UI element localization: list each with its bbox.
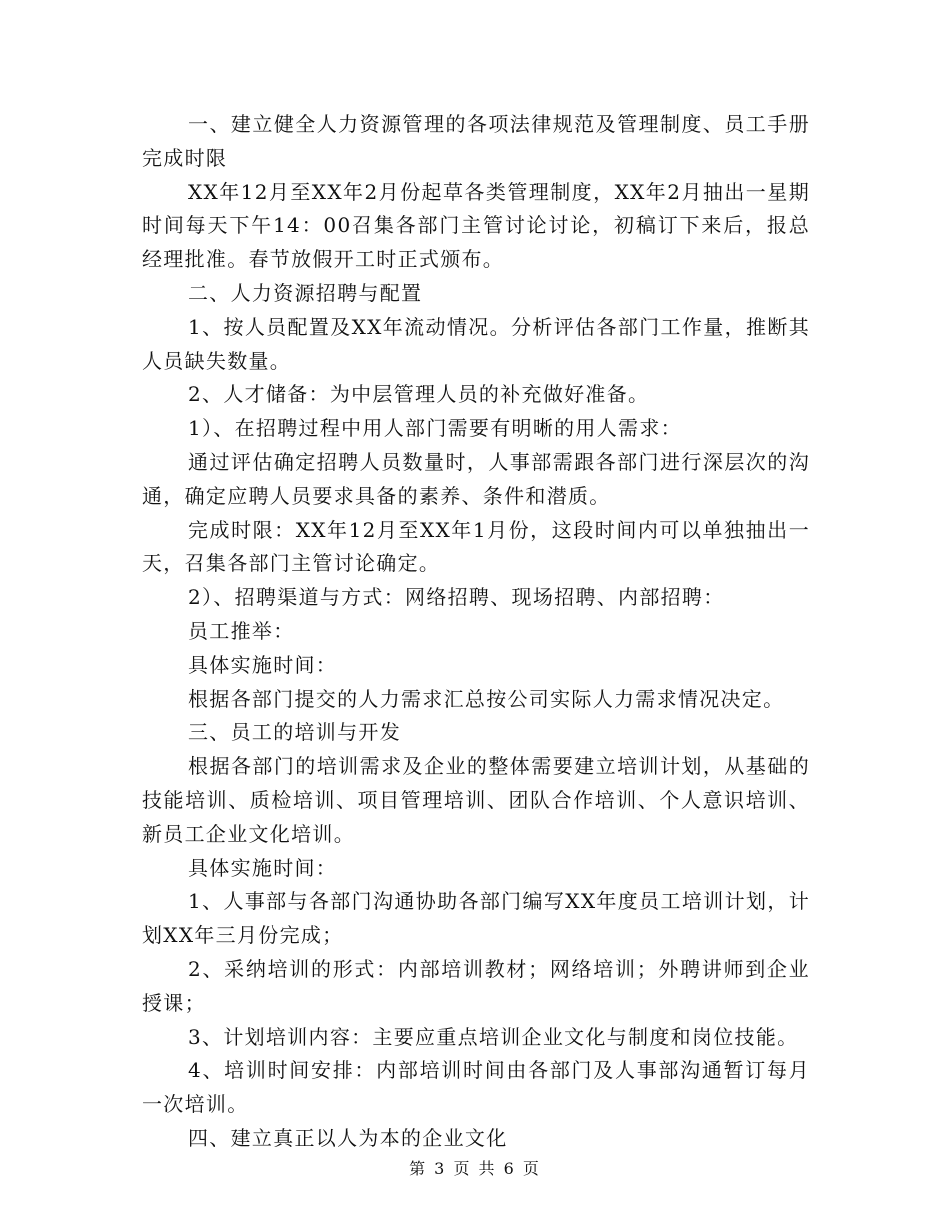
paragraph: 1）、在招聘过程中用人部门需要有明晰的用人需求： bbox=[188, 416, 682, 441]
paragraph: 1、按人员配置及XX年流动情况。分析评估各部门工作量，推断其人员缺失数量。 bbox=[142, 314, 810, 373]
heading-section-2: 二、人力资源招聘与配置 bbox=[188, 280, 423, 305]
document-body bbox=[142, 108, 810, 1156]
heading-section-4: 四、建立真正以人为本的企业文化 bbox=[188, 1125, 508, 1150]
page-footer bbox=[0, 1156, 950, 1179]
paragraph: 根据各部门的培训需求及企业的整体需要建立培训计划，从基础的技能培训、质检培训、项目管理培训、团队合作培训、个人意识培训、新员工企业文化培训。 bbox=[142, 754, 810, 846]
page-number-label: 第 3 页 共 6 页 bbox=[409, 1159, 541, 1178]
heading-section-3: 三、员工的培训与开发 bbox=[188, 720, 401, 745]
paragraph: 2、采纳培训的形式：内部培训教材；网络培训；外聘讲师到企业授课； bbox=[142, 956, 810, 1015]
paragraph: 1、人事部与各部门沟通协助各部门编写XX年度员工培训计划，计划XX年三月份完成； bbox=[142, 889, 810, 948]
paragraph: 完成时限：XX年12月至XX年1月份，这段时间内可以单独抽出一天，召集各部门主管讨论确定。 bbox=[142, 517, 810, 576]
paragraph: 2）、招聘渠道与方式：网络招聘、现场招聘、内部招聘： bbox=[188, 585, 725, 610]
paragraph: 3、计划培训内容：主要应重点培训企业文化与制度和岗位技能。 bbox=[188, 1024, 799, 1049]
paragraph: 通过评估确定招聘人员数量时，人事部需跟各部门进行深层次的沟通，确定应聘人员要求具备的素养、条件和潜质。 bbox=[142, 449, 810, 508]
paragraph: XX年12月至XX年2月份起草各类管理制度，XX年2月抽出一星期时间每天下午14：00召集各部门主管讨论讨论，初稿订下来后，报总经理批准。春节放假开工时正式颁布。 bbox=[142, 179, 810, 272]
paragraph: 根据各部门提交的人力需求汇总按公司实际人力需求情况决定。 bbox=[188, 686, 785, 711]
heading-section-1: 一、建立健全人力资源管理的各项法律规范及管理制度、员工手册完成时限 bbox=[142, 112, 810, 170]
paragraph: 具体实施时间： bbox=[188, 652, 338, 677]
paragraph: 2、人才储备：为中层管理人员的补充做好准备。 bbox=[188, 382, 650, 407]
paragraph: 4、培训时间安排：内部培训时间由各部门及人事部沟通暂订每月一次培训。 bbox=[142, 1058, 810, 1117]
paragraph: 员工推举： bbox=[188, 618, 295, 643]
paragraph: 具体实施时间： bbox=[188, 855, 338, 880]
